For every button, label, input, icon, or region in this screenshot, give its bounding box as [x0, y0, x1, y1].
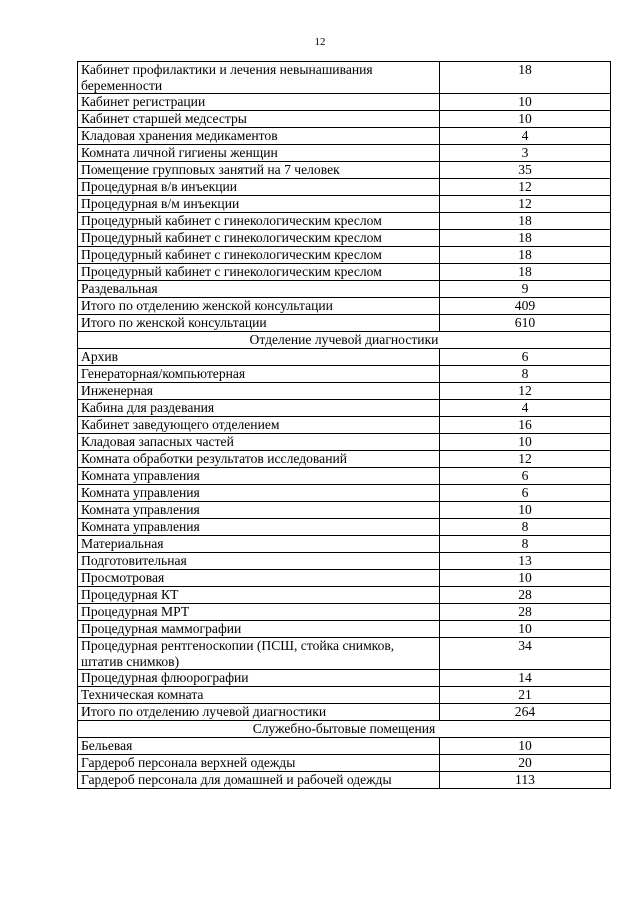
room-name-cell: Кабинет старшей медсестры	[78, 111, 440, 128]
room-area-cell: 4	[440, 128, 611, 145]
room-area-cell: 10	[440, 502, 611, 519]
room-name-cell: Итого по женской консультации	[78, 315, 440, 332]
room-name-cell: Комната управления	[78, 485, 440, 502]
table-row	[78, 434, 611, 451]
table-row	[78, 417, 611, 434]
room-name-cell: Комната управления	[78, 502, 440, 519]
room-name-cell: Бельевая	[78, 738, 440, 755]
room-name-cell: Процедурный кабинет с гинекологическим креслом	[78, 230, 440, 247]
room-name-cell: Комната личной гигиены женщин	[78, 145, 440, 162]
room-name-cell: Комната управления	[78, 519, 440, 536]
room-area-cell: 12	[440, 179, 611, 196]
table-row	[78, 349, 611, 366]
room-area-cell: 21	[440, 687, 611, 704]
table-row	[78, 179, 611, 196]
table-row	[78, 704, 611, 721]
table-row	[78, 264, 611, 281]
room-name-cell: Процедурный кабинет с гинекологическим креслом	[78, 213, 440, 230]
table-row	[78, 587, 611, 604]
table-row	[78, 298, 611, 315]
rooms-group-service	[78, 738, 611, 789]
room-area-cell: 14	[440, 670, 611, 687]
room-name-cell: Инженерная	[78, 383, 440, 400]
room-name-cell: Раздевальная	[78, 281, 440, 298]
room-name-cell: Итого по отделению лучевой диагностики	[78, 704, 440, 721]
room-name-cell: Гардероб персонала для домашней и рабочей одежды	[78, 772, 440, 789]
page-number: 12	[314, 36, 326, 48]
table-row	[78, 604, 611, 621]
room-name-cell: Подготовительная	[78, 553, 440, 570]
room-name-cell: Помещение групповых занятий на 7 человек	[78, 162, 440, 179]
table-row	[78, 145, 611, 162]
table-row	[78, 687, 611, 704]
room-area-cell: 8	[440, 366, 611, 383]
room-name-cell: Кабинет заведующего отделением	[78, 417, 440, 434]
room-name-cell: Техническая комната	[78, 687, 440, 704]
table-row	[78, 213, 611, 230]
section-header-row	[78, 332, 611, 349]
room-area-cell: 3	[440, 145, 611, 162]
room-area-cell: 18	[440, 230, 611, 247]
table-row	[78, 247, 611, 264]
table-row	[78, 196, 611, 213]
room-name-cell: Процедурная в/м инъекции	[78, 196, 440, 213]
table-row	[78, 485, 611, 502]
room-area-cell: 28	[440, 604, 611, 621]
table-row	[78, 638, 611, 670]
room-name-cell: Генераторная/компьютерная	[78, 366, 440, 383]
table-row	[78, 111, 611, 128]
room-area-cell: 264	[440, 704, 611, 721]
room-area-cell: 12	[440, 451, 611, 468]
room-area-cell: 6	[440, 468, 611, 485]
room-name-cell: Процедурная флюорографии	[78, 670, 440, 687]
room-area-cell: 34	[440, 638, 611, 670]
room-name-cell: Комната обработки результатов исследований	[78, 451, 440, 468]
room-name-cell: Процедурная рентгеноскопии (ПСШ, стойка снимков, штатив снимков)	[78, 638, 440, 670]
table-row	[78, 536, 611, 553]
table-row	[78, 94, 611, 111]
room-area-cell: 4	[440, 400, 611, 417]
room-area-cell: 18	[440, 62, 611, 94]
room-name-cell: Кабинет регистрации	[78, 94, 440, 111]
room-name-cell: Процедурный кабинет с гинекологическим креслом	[78, 247, 440, 264]
room-area-cell: 12	[440, 383, 611, 400]
room-area-cell: 10	[440, 94, 611, 111]
table-row	[78, 755, 611, 772]
room-area-cell: 6	[440, 485, 611, 502]
room-area-cell: 10	[440, 738, 611, 755]
table-row	[78, 128, 611, 145]
room-name-cell: Процедурная КТ	[78, 587, 440, 604]
room-name-cell: Гардероб персонала верхней одежды	[78, 755, 440, 772]
room-area-cell: 10	[440, 111, 611, 128]
room-name-cell: Процедурный кабинет с гинекологическим креслом	[78, 264, 440, 281]
rooms-group-womens-consultation	[78, 62, 611, 332]
section-title: Служебно-бытовые помещения	[78, 721, 611, 738]
room-area-cell: 13	[440, 553, 611, 570]
section-service	[78, 721, 611, 738]
room-area-cell: 35	[440, 162, 611, 179]
room-area-cell: 28	[440, 587, 611, 604]
room-area-cell: 10	[440, 434, 611, 451]
room-name-cell: Кабина для раздевания	[78, 400, 440, 417]
table-row	[78, 62, 611, 94]
room-area-cell: 10	[440, 570, 611, 587]
room-name-cell: Процедурная МРТ	[78, 604, 440, 621]
room-name-cell: Архив	[78, 349, 440, 366]
table-row	[78, 315, 611, 332]
table-row	[78, 670, 611, 687]
room-name-cell: Процедурная маммографии	[78, 621, 440, 638]
room-name-cell: Комната управления	[78, 468, 440, 485]
table-row	[78, 230, 611, 247]
table-row	[78, 162, 611, 179]
room-area-cell: 18	[440, 213, 611, 230]
room-name-cell: Кладовая запасных частей	[78, 434, 440, 451]
table-row	[78, 468, 611, 485]
room-area-cell: 18	[440, 247, 611, 264]
table-row	[78, 772, 611, 789]
section-header-row	[78, 721, 611, 738]
table-row	[78, 281, 611, 298]
table-row	[78, 738, 611, 755]
table-row	[78, 502, 611, 519]
section-title: Отделение лучевой диагностики	[78, 332, 611, 349]
room-name-cell: Материальная	[78, 536, 440, 553]
table-row	[78, 570, 611, 587]
room-area-cell: 610	[440, 315, 611, 332]
table-row	[78, 621, 611, 638]
rooms-group-radiology	[78, 349, 611, 721]
table-row	[78, 519, 611, 536]
table-row	[78, 366, 611, 383]
room-name-cell: Итого по отделению женской консультации	[78, 298, 440, 315]
room-area-cell: 12	[440, 196, 611, 213]
room-name-cell: Просмотровая	[78, 570, 440, 587]
section-radiology	[78, 332, 611, 349]
room-area-cell: 16	[440, 417, 611, 434]
table-row	[78, 400, 611, 417]
room-name-cell: Процедурная в/в инъекции	[78, 179, 440, 196]
room-name-cell: Кладовая хранения медикаментов	[78, 128, 440, 145]
room-name-cell: Кабинет профилактики и лечения невынашивания беременности	[78, 62, 440, 94]
room-area-cell: 10	[440, 621, 611, 638]
table-row	[78, 451, 611, 468]
room-area-cell: 20	[440, 755, 611, 772]
room-area-cell: 113	[440, 772, 611, 789]
rooms-table	[77, 61, 611, 789]
room-area-cell: 409	[440, 298, 611, 315]
room-area-cell: 6	[440, 349, 611, 366]
room-area-cell: 8	[440, 519, 611, 536]
table-row	[78, 383, 611, 400]
room-area-cell: 9	[440, 281, 611, 298]
room-area-cell: 8	[440, 536, 611, 553]
room-area-cell: 18	[440, 264, 611, 281]
table-row	[78, 553, 611, 570]
